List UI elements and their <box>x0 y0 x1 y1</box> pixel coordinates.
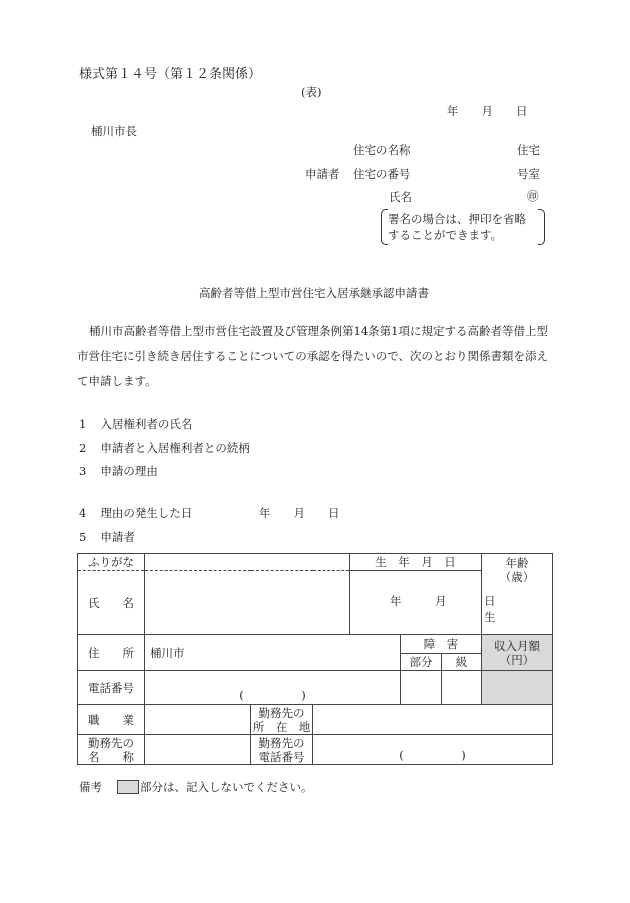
workplace-name-label-line1: 勤務先の <box>88 735 134 750</box>
work-location-label <box>251 705 313 735</box>
recipient: 桶川市長 <box>91 124 137 138</box>
occupation-field[interactable] <box>145 705 251 735</box>
name-field[interactable] <box>145 571 350 635</box>
item-1 <box>79 416 192 432</box>
item-number: 2 <box>79 441 87 455</box>
item-3 <box>79 463 158 479</box>
item-number: 3 <box>79 464 87 478</box>
occupation-label: 職 業 <box>78 705 145 735</box>
workplace-name-label <box>78 735 145 765</box>
address-label: 住 所 <box>78 635 145 671</box>
phone-label: 電話番号 <box>78 671 145 705</box>
income-unit: （円） <box>499 652 535 667</box>
age-unit: （歳） <box>499 570 535 584</box>
disability-header: 障 害 <box>401 635 482 654</box>
item-number: 1 <box>79 417 87 431</box>
work-location-label-line2: 所 在 地 <box>252 719 311 734</box>
item-label: 入居権利者の氏名 <box>100 417 193 431</box>
disability-part-header: 部分 <box>401 654 442 671</box>
name-label-cell: 氏 名 <box>78 571 145 635</box>
signature-note <box>381 209 545 245</box>
birth-day-label: 日生 <box>484 593 496 624</box>
income-header <box>482 635 553 671</box>
item-4-date: 年 月 日 <box>259 506 340 520</box>
item-label: 申請の理由 <box>100 464 158 478</box>
item-label: 理由の発生した日 <box>100 506 193 520</box>
shaded-sample-box <box>117 780 139 794</box>
item-label: 申請者と入居権利者との続柄 <box>100 441 250 455</box>
left-bracket-icon <box>381 209 388 245</box>
work-location-label-line1: 勤務先の <box>258 705 305 720</box>
income-label: 収入月額 <box>494 638 541 653</box>
applicant-label: 申請者 <box>305 167 340 181</box>
item-4 <box>79 505 192 521</box>
seal-mark-icon: ㊞ <box>527 189 539 203</box>
address-field[interactable]: 桶川市 <box>145 635 401 671</box>
housing-number-label: 住宅の番号 <box>353 167 411 181</box>
item-number: 5 <box>79 530 87 544</box>
birth-year-label: 年 <box>390 593 402 608</box>
work-location-field[interactable] <box>313 705 553 735</box>
birth-month-label: 月 <box>435 593 447 608</box>
note-text: 部分は、記入しないでください。 <box>140 780 313 794</box>
right-bracket-icon <box>538 209 545 245</box>
document-title: 高齢者等借上型市営住宅入居承継承認申請書 <box>199 286 429 300</box>
income-field <box>482 671 553 705</box>
item-2 <box>79 440 250 456</box>
work-phone-label-line1: 勤務先の <box>258 735 305 750</box>
body-paragraph: 桶川市高齢者等借上型市営住宅設置及び管理条例第14条第1項に規定する高齢者等借上型市営住宅に引き続き居住することについての承認を得たいので、次のとおり関係書類を添えて申請します。 <box>77 324 549 388</box>
disability-grade-field[interactable] <box>442 671 482 705</box>
note-label: 備考 <box>79 780 102 794</box>
phone-field[interactable]: ( ) <box>145 671 401 705</box>
item-label: 申請者 <box>100 530 135 544</box>
signature-note-line1: 署名の場合は、押印を省略 <box>388 212 526 226</box>
housing-name-suffix: 住宅 <box>517 143 540 157</box>
housing-number-suffix: 号室 <box>517 167 540 181</box>
work-phone-label-line2: 電話番号 <box>258 749 305 764</box>
workplace-name-field[interactable] <box>145 735 251 765</box>
disability-part-field[interactable] <box>401 671 442 705</box>
birth-header: 生 年 月 日 <box>350 554 482 571</box>
housing-name-label: 住宅の名称 <box>353 143 411 157</box>
furigana-field[interactable] <box>145 554 350 571</box>
item-number: 4 <box>79 506 87 520</box>
furigana-label: ふりがな <box>78 554 145 571</box>
front-label: (表) <box>301 85 322 99</box>
signature-note-line2: することができます。 <box>388 228 503 242</box>
form-number: 様式第１４号（第１２条関係） <box>79 67 262 82</box>
birth-date-field[interactable] <box>350 571 496 635</box>
disability-grade-header: 級 <box>442 654 482 671</box>
name-label: 氏名 <box>389 190 412 204</box>
item-5 <box>79 529 135 545</box>
work-phone-label <box>251 735 313 765</box>
applicant-table <box>77 553 553 765</box>
work-phone-field[interactable]: ( ) <box>313 735 553 765</box>
date-header: 年 月 日 <box>447 104 528 118</box>
workplace-name-label-line2: 名 称 <box>88 749 134 764</box>
age-label: 年齢 <box>505 556 529 570</box>
